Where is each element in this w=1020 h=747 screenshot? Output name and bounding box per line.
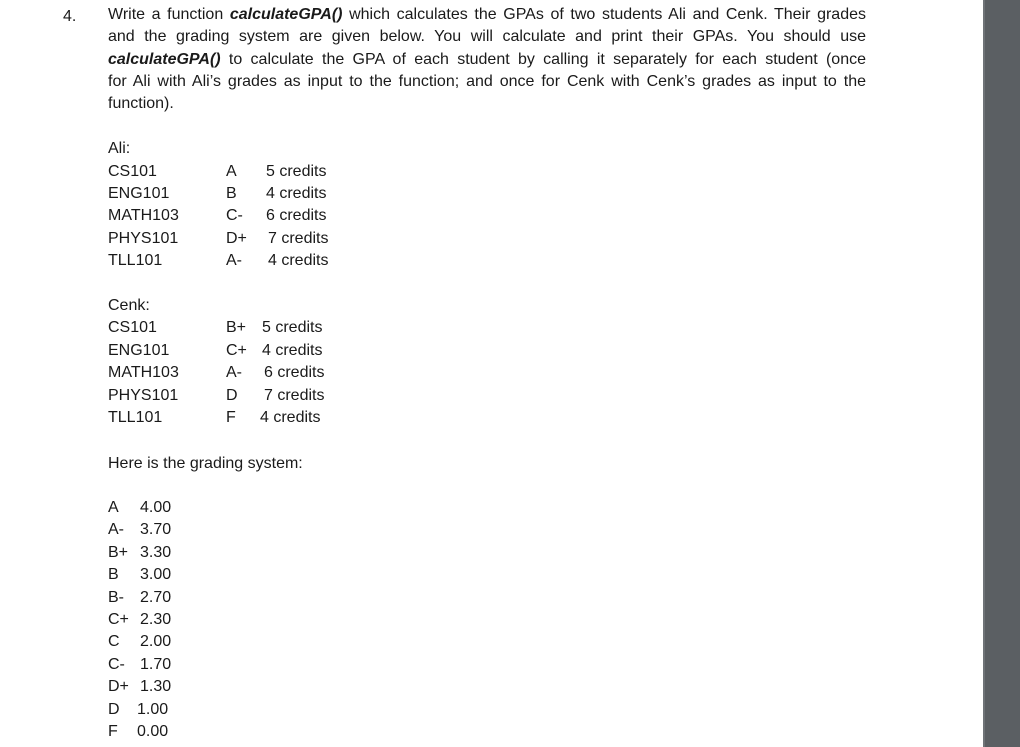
- question-text-run: function).: [108, 95, 174, 113]
- question-line: [108, 4, 866, 26]
- question-text: [108, 4, 866, 115]
- cenk-credits: 6 credits: [264, 364, 325, 381]
- question-text-run: which calculates the GPAs of two students Ali and Cenk. Their grades: [342, 6, 867, 23]
- cenk-course: MATH103: [108, 364, 179, 381]
- question-text-run: for Ali with Ali’s grades as input to the function; and once for Cenk with Cenk’s grades as input to the: [108, 72, 866, 90]
- scale-points: 1.70: [140, 656, 172, 673]
- scale-grade: A: [108, 499, 119, 516]
- ali-grade: B: [226, 185, 237, 202]
- function-name: calculateGPA(): [108, 50, 221, 68]
- scale-points: 2.30: [140, 611, 172, 628]
- ali-course: CS101: [108, 163, 157, 180]
- scale-grade: B-: [108, 589, 124, 606]
- scale-grade: F: [108, 723, 118, 740]
- scale-points: 1.00: [137, 701, 169, 718]
- ali-grade: A: [226, 163, 237, 180]
- cenk-credits: 4 credits: [262, 342, 323, 359]
- scale-grade: C-: [108, 656, 125, 673]
- ali-credits: 7 credits: [268, 230, 329, 247]
- cenk-label: Cenk:: [108, 297, 150, 314]
- cenk-credits: 7 credits: [264, 387, 325, 404]
- scale-grade: A-: [108, 521, 124, 538]
- scale-grade: C+: [108, 611, 129, 628]
- ali-label: Ali:: [108, 140, 131, 157]
- scale-grade: D: [108, 701, 120, 718]
- cenk-grade: B+: [226, 319, 247, 336]
- cenk-course: CS101: [108, 319, 157, 336]
- ali-grade: A-: [226, 252, 242, 269]
- question-text-run: and the grading system are given below. You will calculate and print their GPAs. You should use: [108, 28, 866, 46]
- ali-course: MATH103: [108, 207, 179, 224]
- cenk-course: TLL101: [108, 409, 163, 426]
- cenk-grade: C+: [226, 342, 247, 359]
- scale-grade: D+: [108, 678, 129, 695]
- ali-course: TLL101: [108, 252, 163, 269]
- question-line: [108, 26, 866, 48]
- cenk-grade: F: [226, 409, 236, 426]
- cenk-grade: D: [226, 387, 238, 404]
- grading-intro: Here is the grading system:: [108, 455, 303, 472]
- question-text-run: to calculate the GPA of each student by calling it separately for each student (once: [220, 50, 866, 68]
- scale-points: 1.30: [140, 678, 172, 695]
- scale-points: 3.30: [140, 544, 172, 561]
- ali-credits: 6 credits: [266, 207, 327, 224]
- question-line: [108, 49, 866, 71]
- question-line: [108, 93, 866, 115]
- scale-points: 3.00: [140, 566, 172, 583]
- scale-points: 4.00: [140, 499, 172, 516]
- question-line: [108, 71, 866, 93]
- ali-grade: D+: [226, 230, 247, 247]
- cenk-grade: A-: [226, 364, 242, 381]
- ali-credits: 4 credits: [268, 252, 329, 269]
- scale-points: 2.00: [140, 633, 172, 650]
- ali-grade: C-: [226, 207, 243, 224]
- ali-course: PHYS101: [108, 230, 179, 247]
- ali-course: ENG101: [108, 185, 170, 202]
- scale-grade: B+: [108, 544, 129, 561]
- scale-grade: C: [108, 633, 120, 650]
- ali-credits: 4 credits: [266, 185, 327, 202]
- function-name: calculateGPA(): [229, 6, 343, 23]
- cenk-credits: 4 credits: [260, 409, 321, 426]
- scale-points: 3.70: [140, 521, 172, 538]
- cenk-course: ENG101: [108, 342, 170, 359]
- cenk-course: PHYS101: [108, 387, 179, 404]
- ali-credits: 5 credits: [266, 163, 327, 180]
- question-text-run: Write a function: [108, 6, 230, 23]
- cenk-credits: 5 credits: [262, 319, 323, 336]
- question-number: 4.: [63, 8, 77, 25]
- scale-points: 2.70: [140, 589, 172, 606]
- scale-points: 0.00: [137, 723, 169, 740]
- scale-grade: B: [108, 566, 119, 583]
- viewer-side-panel: [983, 0, 1020, 747]
